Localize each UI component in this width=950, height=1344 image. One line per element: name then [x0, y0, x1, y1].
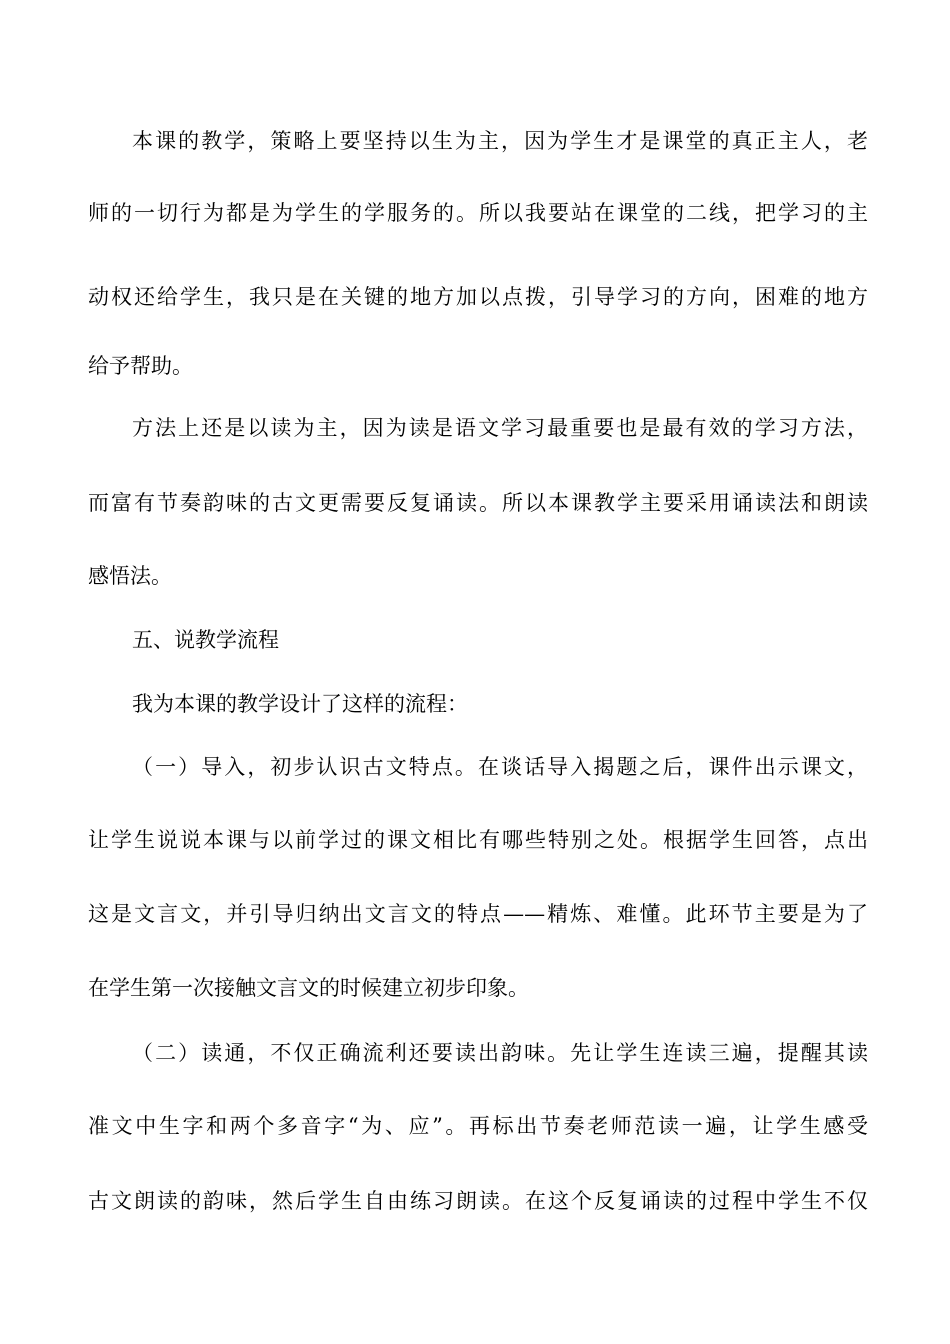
- text-line: （一）导入，初步认识古文特点。在谈话导入揭题之后，课件出示课文，: [132, 755, 868, 779]
- text-line: 师的一切行为都是为学生的学服务的。所以我要站在课堂的二线，把学习的主: [88, 201, 868, 225]
- text-line: 本课的教学，策略上要坚持以生为主，因为学生才是课堂的真正主人，老: [132, 129, 868, 153]
- text-line: 古文朗读的韵味，然后学生自由练习朗读。在这个反复诵读的过程中学生不仅: [88, 1189, 868, 1213]
- text-line: 准文中生字和两个多音字“为、应”。再标出节奏老师范读一遍，让学生感受: [88, 1114, 868, 1138]
- text-line: 在学生第一次接触文言文的时候建立初步印象。: [88, 976, 529, 1000]
- text-line: 感悟法。: [88, 564, 172, 588]
- text-line: 我为本课的教学设计了这样的流程：: [132, 692, 468, 716]
- text-line: 让学生说说本课与以前学过的课文相比有哪些特别之处。根据学生回答，点出: [88, 828, 868, 852]
- text-line: 方法上还是以读为主，因为读是语文学习最重要也是最有效的学习方法，: [132, 416, 868, 440]
- text-line: （二）读通，不仅正确流利还要读出韵味。先让学生连读三遍，提醒其读: [132, 1041, 868, 1065]
- text-line: 给予帮助。: [88, 354, 193, 378]
- text-line: 而富有节奏韵味的古文更需要反复诵读。所以本课教学主要采用诵读法和朗读: [88, 491, 868, 515]
- text-line: 动权还给学生，我只是在关键的地方加以点拨，引导学习的方向，困难的地方: [88, 285, 868, 309]
- section-heading: 五、说教学流程: [132, 628, 279, 652]
- text-line: 这是文言文，并引导归纳出文言文的特点——精炼、难懂。此环节主要是为了: [88, 902, 868, 926]
